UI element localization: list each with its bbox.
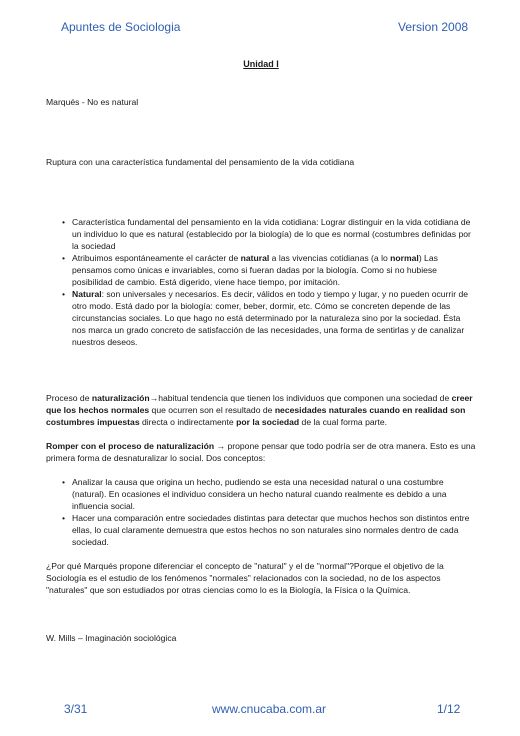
footer-page: 3/31 bbox=[64, 702, 88, 716]
rupture-line: Ruptura con una característica fundamental del pensamiento de la vida cotidiana bbox=[46, 157, 355, 167]
concepts-list bbox=[46, 216, 476, 348]
list-item: • Atribuimos espontáneamente el carácter de natural a las vivencias cotidianas (a lo normal) Las pensamos como únicas e invariables, como si fueran dadas por la biología. Como si no hubiese posibilidad de cambio. Está digerido, viene hace tiempo, por imitación. bbox=[72, 252, 476, 288]
list-item: • Natural: son universales y necesarios. Es decir, válidos en todo y tiempo y lugar, y no pueden ocurrir de otro modo. Está dado por la biología: comer, beber, dormir, etc. Cómo se concreten depende de las circunstancias sociales. Lo que hago no está determinado por la naturaleza sino por la sociedad. Ésta nos marca un grado concreto de satisfacción de las necesidades, una forma de sentirlas y de canalizar nuestros deseos. bbox=[72, 288, 476, 348]
question-paragraph: ¿Por qué Marqués propone diferenciar el concepto de "natural" y el de "normal"?Porque el objetivo de la Sociología es el estudio de los fenómenos "normales" relacionados con la sociedad, no de los aspectos "naturales" que son estudiados por otras ciencias como lo es la Biología, la Física o la Química. bbox=[46, 561, 444, 595]
page-footer bbox=[0, 702, 520, 720]
footer-url: www.cnucaba.com.ar bbox=[212, 702, 327, 716]
naturalization-paragraph: Proceso de naturalización→habitual tendencia que tienen los individuos que componen una sociedad de creer que los hechos normales que ocurren son el resultado de necesidades naturales cuando en realidad son costumbres impuestas directa o indirectamente por la sociedad de la cual forma parte. bbox=[46, 393, 473, 427]
break-paragraph: Romper con el proceso de naturalización → propone pensar que todo podría ser de otra manera. Esto es una primera forma de desnaturalizar lo social. Dos conceptos: bbox=[46, 441, 476, 463]
author-line: Marqués - No es natural bbox=[46, 97, 139, 107]
unit-title: Unidad I bbox=[243, 59, 279, 69]
list-item: • Característica fundamental del pensamiento en la vida cotidiana: Lograr distinguir en la vida cotidiana de un individuo lo que es natural (establecido por la biología) de lo que es normal (costumbres definidas por la sociedad bbox=[72, 216, 476, 252]
list-item: • Analizar la causa que origina un hecho, pudiendo se esta una necesidad natural o una costumbre (natural). En ocasiones el individuo considera un hecho natural cuando realmente es debido a una influencia social. bbox=[72, 476, 476, 512]
concepts-list-2 bbox=[46, 476, 476, 548]
list-item: • Hacer una comparación entre sociedades distintas para detectar que muchos hechos son distintos entre ellas, lo cual claramente demuestra que estos hechos no son naturales sino normales dentro de cada sociedad. bbox=[72, 512, 476, 548]
page-header bbox=[0, 20, 520, 38]
footer-page-right: 1/12 bbox=[437, 702, 461, 716]
header-left: Apuntes de Sociologia bbox=[61, 20, 181, 34]
mills-line: W. Mills – Imaginación sociológica bbox=[46, 633, 177, 643]
header-right: Version 2008 bbox=[398, 20, 469, 34]
document-body bbox=[46, 58, 476, 644]
